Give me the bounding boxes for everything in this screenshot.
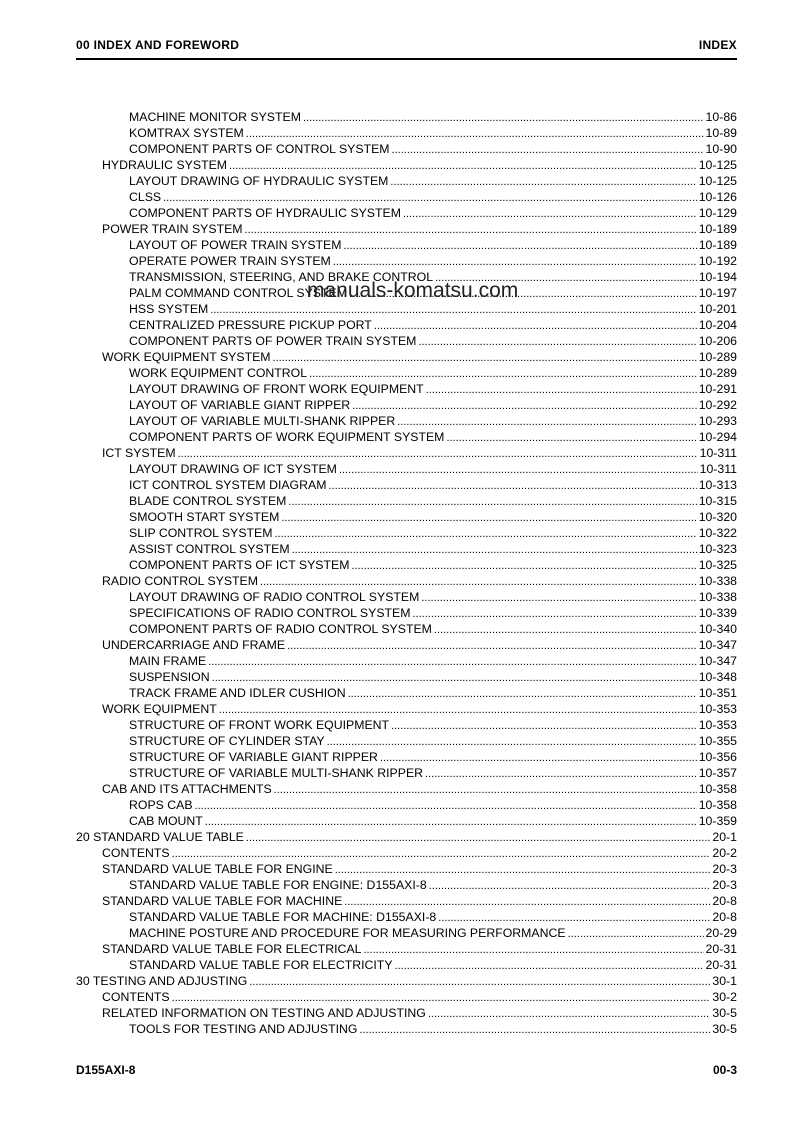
toc-entry-page: 20-31 xyxy=(705,958,737,972)
toc-entry-title: OPERATE POWER TRAIN SYSTEM xyxy=(129,254,331,268)
toc-entry-page: 30-2 xyxy=(712,990,737,1004)
toc-dot-leader xyxy=(390,174,696,189)
toc-entry-title: SMOOTH START SYSTEM xyxy=(129,510,280,524)
toc-entry-page: 20-8 xyxy=(712,910,737,924)
toc-entry-title: HSS SYSTEM xyxy=(129,302,209,316)
toc-entry-page: 10-189 xyxy=(698,238,737,252)
toc-entry-title: SPECIFICATIONS OF RADIO CONTROL SYSTEM xyxy=(129,606,411,620)
toc-dot-leader xyxy=(212,670,697,685)
toc-entry[interactable] xyxy=(76,493,737,509)
toc-dot-leader xyxy=(246,126,704,141)
toc-dot-leader xyxy=(273,350,697,365)
toc-entry[interactable] xyxy=(76,461,737,477)
toc-dot-leader xyxy=(348,686,697,701)
toc-entry-title: STANDARD VALUE TABLE FOR ENGINE xyxy=(102,862,333,876)
toc-entry[interactable] xyxy=(76,237,737,253)
toc-entry-page: 10-339 xyxy=(698,606,737,620)
toc-entry[interactable] xyxy=(76,653,737,669)
toc-entry[interactable] xyxy=(76,765,737,781)
toc-dot-leader xyxy=(426,382,697,397)
toc-dot-leader xyxy=(374,318,697,333)
toc-entry-title: TOOLS FOR TESTING AND ADJUSTING xyxy=(129,1022,358,1036)
toc-dot-leader xyxy=(303,110,704,125)
toc-entry-title: STRUCTURE OF VARIABLE MULTI-SHANK RIPPER xyxy=(129,766,424,780)
toc-entry-title: WORK EQUIPMENT SYSTEM xyxy=(102,350,271,364)
toc-entry[interactable] xyxy=(76,701,737,717)
toc-entry-title: STRUCTURE OF CYLINDER STAY xyxy=(129,734,325,748)
toc-dot-leader xyxy=(210,302,696,317)
toc-entry-page: 20-2 xyxy=(712,846,737,860)
toc-entry-title: ASSIST CONTROL SYSTEM xyxy=(129,542,290,556)
toc-dot-leader xyxy=(359,1022,710,1037)
toc-entry-title: HYDRAULIC SYSTEM xyxy=(102,158,228,172)
toc-entry[interactable] xyxy=(76,717,737,733)
toc-dot-leader xyxy=(249,974,710,989)
toc-entry-page: 10-89 xyxy=(705,126,737,140)
toc-entry-page: 10-353 xyxy=(698,718,737,732)
toc-dot-leader xyxy=(288,494,696,509)
toc-dot-leader xyxy=(446,430,696,445)
toc-entry-page: 10-325 xyxy=(698,558,737,572)
toc-dot-leader xyxy=(434,622,697,637)
toc-entry-page: 10-356 xyxy=(698,750,737,764)
toc-entry[interactable] xyxy=(76,205,737,221)
toc-entry-page: 10-189 xyxy=(698,222,737,236)
toc-dot-leader xyxy=(391,718,697,733)
toc-dot-leader xyxy=(421,590,696,605)
toc-entry[interactable] xyxy=(76,957,737,973)
toc-dot-leader xyxy=(246,830,710,845)
toc-entry-page: 10-355 xyxy=(698,734,737,748)
toc-entry[interactable] xyxy=(76,669,737,685)
toc-dot-leader xyxy=(260,574,697,589)
toc-entry-page: 10-126 xyxy=(698,190,737,204)
toc-entry[interactable] xyxy=(76,141,737,157)
toc-entry-page: 10-311 xyxy=(699,446,737,460)
toc-dot-leader xyxy=(363,942,703,957)
toc-dot-leader xyxy=(403,206,697,221)
toc-entry[interactable] xyxy=(76,605,737,621)
toc-dot-leader xyxy=(397,414,696,429)
toc-entry[interactable] xyxy=(76,893,737,909)
toc-entry-title: MACHINE POSTURE AND PROCEDURE FOR MEASURING PERFORMANCE xyxy=(129,926,566,940)
toc-entry-page: 10-353 xyxy=(698,702,737,716)
toc-entry[interactable] xyxy=(76,349,737,365)
toc-entry[interactable] xyxy=(76,621,737,637)
watermark-text: manuals-komatsu.com xyxy=(307,279,519,302)
toc-entry[interactable] xyxy=(76,445,737,461)
toc-entry-title: 30 TESTING AND ADJUSTING xyxy=(76,974,248,988)
toc-entry[interactable] xyxy=(76,973,737,989)
toc-dot-leader xyxy=(418,334,696,349)
toc-entry-title: BLADE CONTROL SYSTEM xyxy=(129,494,287,508)
toc-entry[interactable] xyxy=(76,941,737,957)
toc-entry-page: 20-1 xyxy=(712,830,737,844)
toc-entry[interactable] xyxy=(76,509,737,525)
toc-entry-title: SUSPENSION xyxy=(129,670,210,684)
toc-dot-leader xyxy=(333,254,697,269)
toc-entry-title: SLIP CONTROL SYSTEM xyxy=(129,526,273,540)
toc-entry-page: 10-322 xyxy=(698,526,737,540)
toc-entry-title: 20 STANDARD VALUE TABLE xyxy=(76,830,244,844)
toc-dot-leader xyxy=(328,478,696,493)
toc-entry-page: 10-90 xyxy=(705,142,737,156)
toc-entry-title: TRACK FRAME AND IDLER CUSHION xyxy=(129,686,346,700)
toc-entry-title: ICT SYSTEM xyxy=(102,446,176,460)
toc-dot-leader xyxy=(219,702,697,717)
toc-entry-title: ICT CONTROL SYSTEM DIAGRAM xyxy=(129,478,327,492)
toc-entry-page: 10-358 xyxy=(698,798,737,812)
toc-entry-title: MAIN FRAME xyxy=(129,654,207,668)
toc-dot-leader xyxy=(281,510,696,525)
toc-entry-title: COMPONENT PARTS OF WORK EQUIPMENT SYSTEM xyxy=(129,430,445,444)
toc-entry-page: 10-204 xyxy=(698,318,737,332)
toc-entry-title: CLSS xyxy=(129,190,162,204)
toc-entry[interactable] xyxy=(76,125,737,141)
toc-entry-page: 10-323 xyxy=(698,542,737,556)
toc-entry-title: LAYOUT DRAWING OF RADIO CONTROL SYSTEM xyxy=(129,590,420,604)
toc-entry-title: LAYOUT OF POWER TRAIN SYSTEM xyxy=(129,238,342,252)
toc-entry-page: 10-293 xyxy=(698,414,737,428)
toc-entry-page: 10-289 xyxy=(698,366,737,380)
toc-dot-leader xyxy=(309,366,697,381)
toc-entry-page: 10-320 xyxy=(698,510,737,524)
toc-entry-page: 10-347 xyxy=(698,638,737,652)
toc-dot-leader xyxy=(344,894,710,909)
toc-entry-page: 10-313 xyxy=(698,478,737,492)
toc-entry-page: 30-5 xyxy=(712,1022,737,1036)
toc-dot-leader xyxy=(287,638,697,653)
toc-entry-title: KOMTRAX SYSTEM xyxy=(129,126,244,140)
toc-entry[interactable] xyxy=(76,733,737,749)
toc-entry-page: 10-358 xyxy=(698,782,737,796)
toc-entry-page: 10-359 xyxy=(698,814,737,828)
toc-entry-title: STANDARD VALUE TABLE FOR ENGINE: D155AXI-8 xyxy=(129,878,427,892)
toc-entry-page: 10-357 xyxy=(698,766,737,780)
toc-entry-title: ROPS CAB xyxy=(129,798,193,812)
toc-entry-title: CENTRALIZED PRESSURE PICKUP PORT xyxy=(129,318,372,332)
toc-entry[interactable] xyxy=(76,253,737,269)
toc-entry-page: 30-5 xyxy=(712,1006,737,1020)
toc-dot-leader xyxy=(208,654,697,669)
toc-entry-page: 10-201 xyxy=(698,302,737,316)
toc-entry[interactable] xyxy=(76,749,737,765)
toc-dot-leader xyxy=(429,878,711,893)
toc-entry-title: MACHINE MONITOR SYSTEM xyxy=(129,110,301,124)
toc-entry[interactable] xyxy=(76,333,737,349)
toc-entry-page: 10-192 xyxy=(698,254,737,268)
toc-dot-leader xyxy=(438,910,710,925)
toc-entry-page: 10-294 xyxy=(698,430,737,444)
toc-entry[interactable] xyxy=(76,189,737,205)
toc-entry-page: 20-3 xyxy=(712,862,737,876)
toc-entry-title: STANDARD VALUE TABLE FOR ELECTRICAL xyxy=(102,942,362,956)
toc-entry[interactable] xyxy=(76,301,737,317)
toc-entry-title: STANDARD VALUE TABLE FOR MACHINE: D155AXI-8 xyxy=(129,910,437,924)
toc-entry[interactable] xyxy=(76,1005,737,1021)
toc-entry-title: COMPONENT PARTS OF ICT SYSTEM xyxy=(129,558,350,572)
page-header xyxy=(76,38,737,60)
toc-entry[interactable] xyxy=(76,829,737,845)
toc-entry-page: 20-8 xyxy=(712,894,737,908)
header-section-title: 00 INDEX AND FOREWORD xyxy=(76,38,240,52)
toc-entry-page: 20-31 xyxy=(705,942,737,956)
toc-dot-leader xyxy=(352,398,697,413)
toc-entry[interactable] xyxy=(76,413,737,429)
toc-entry[interactable] xyxy=(76,989,737,1005)
toc-entry-page: 10-289 xyxy=(698,350,737,364)
toc-entry-title: WORK EQUIPMENT xyxy=(102,702,217,716)
toc-entry[interactable] xyxy=(76,781,737,797)
toc-dot-leader xyxy=(425,766,697,781)
toc-entry[interactable] xyxy=(76,925,737,941)
toc-entry[interactable] xyxy=(76,909,737,925)
toc-entry-title: STRUCTURE OF VARIABLE GIANT RIPPER xyxy=(129,750,378,764)
toc-entry[interactable] xyxy=(76,221,737,237)
toc-entry-title: COMPONENT PARTS OF RADIO CONTROL SYSTEM xyxy=(129,622,432,636)
toc-entry-title: CONTENTS xyxy=(102,990,170,1004)
toc-dot-leader xyxy=(351,558,696,573)
toc-entry[interactable] xyxy=(76,573,737,589)
toc-entry-title: LAYOUT DRAWING OF ICT SYSTEM xyxy=(129,462,337,476)
toc-entry-page: 10-338 xyxy=(698,574,737,588)
toc-entry[interactable] xyxy=(76,173,737,189)
toc-entry-title: RELATED INFORMATION ON TESTING AND ADJUSTING xyxy=(102,1006,426,1020)
toc-entry-title: CAB AND ITS ATTACHMENTS xyxy=(102,782,272,796)
toc-entry-title: LAYOUT DRAWING OF HYDRAULIC SYSTEM xyxy=(129,174,389,188)
toc-entry[interactable] xyxy=(76,541,737,557)
toc-entry[interactable] xyxy=(76,845,737,861)
toc-dot-leader xyxy=(172,990,711,1005)
toc-entry[interactable] xyxy=(76,381,737,397)
toc-entry[interactable] xyxy=(76,685,737,701)
toc-entry-page: 10-197 xyxy=(698,286,737,300)
toc-dot-leader xyxy=(392,142,704,157)
header-chapter-title: INDEX xyxy=(698,38,737,52)
toc-dot-leader xyxy=(339,462,698,477)
toc-entry[interactable] xyxy=(76,1021,737,1037)
toc-entry-page: 10-291 xyxy=(698,382,737,396)
toc-entry-title: LAYOUT DRAWING OF FRONT WORK EQUIPMENT xyxy=(129,382,424,396)
toc-dot-leader xyxy=(274,782,697,797)
toc-entry-page: 10-125 xyxy=(698,174,737,188)
toc-entry-page: 10-206 xyxy=(698,334,737,348)
toc-entry-page: 20-3 xyxy=(712,878,737,892)
toc-entry-title: CAB MOUNT xyxy=(129,814,203,828)
toc-dot-leader xyxy=(395,958,704,973)
toc-entry-title: TRANSMISSION, STEERING, AND BRAKE CONTROL xyxy=(129,270,434,284)
toc-dot-leader xyxy=(229,158,697,173)
toc-entry-page: 10-129 xyxy=(698,206,737,220)
footer-page-number: 00-3 xyxy=(712,1063,737,1077)
toc-dot-leader xyxy=(327,734,697,749)
toc-dot-leader xyxy=(163,190,697,205)
toc-entry[interactable] xyxy=(76,797,737,813)
toc-entry[interactable] xyxy=(76,317,737,333)
toc-entry-page: 10-311 xyxy=(699,462,737,476)
toc-entry-page: 10-292 xyxy=(698,398,737,412)
toc-entry-title: UNDERCARRIAGE AND FRAME xyxy=(102,638,286,652)
toc-entry-title: LAYOUT OF VARIABLE GIANT RIPPER xyxy=(129,398,351,412)
toc-entry[interactable] xyxy=(76,477,737,493)
toc-dot-leader xyxy=(568,926,704,941)
toc-entry-page: 30-1 xyxy=(712,974,737,988)
toc-entry-title: PALM COMMAND CONTROL SYSTEM xyxy=(129,286,347,300)
toc-entry[interactable] xyxy=(76,637,737,653)
toc-dot-leader xyxy=(344,238,697,253)
toc-dot-leader xyxy=(245,222,697,237)
toc-entry[interactable] xyxy=(76,861,737,877)
toc-entry-title: POWER TRAIN SYSTEM xyxy=(102,222,243,236)
toc-entry[interactable] xyxy=(76,397,737,413)
toc-entry-title: STANDARD VALUE TABLE FOR ELECTRICITY xyxy=(129,958,393,972)
toc-entry-title: WORK EQUIPMENT CONTROL xyxy=(129,366,308,380)
toc-entry-title: STANDARD VALUE TABLE FOR MACHINE xyxy=(102,894,343,908)
toc-dot-leader xyxy=(275,526,697,541)
toc-dot-leader xyxy=(380,750,697,765)
toc-dot-leader xyxy=(413,606,697,621)
toc-entry[interactable] xyxy=(76,365,737,381)
toc-dot-leader xyxy=(428,1006,711,1021)
toc-entry[interactable] xyxy=(76,589,737,605)
toc-dot-leader xyxy=(292,542,697,557)
toc-entry-page: 10-86 xyxy=(705,110,737,124)
toc-entry-title: COMPONENT PARTS OF CONTROL SYSTEM xyxy=(129,142,390,156)
toc-entry[interactable] xyxy=(76,157,737,173)
toc-entry-page: 10-340 xyxy=(698,622,737,636)
toc-entry-page: 10-351 xyxy=(698,686,737,700)
toc-entry[interactable] xyxy=(76,429,737,445)
toc-dot-leader xyxy=(178,446,698,461)
toc-entry-title: LAYOUT OF VARIABLE MULTI-SHANK RIPPER xyxy=(129,414,396,428)
toc-entry-title: CONTENTS xyxy=(102,846,170,860)
toc-entry[interactable] xyxy=(76,109,737,125)
toc-dot-leader xyxy=(205,814,697,829)
table-of-contents xyxy=(76,109,737,1037)
toc-entry-page: 20-29 xyxy=(705,926,737,940)
toc-entry-page: 10-194 xyxy=(698,270,737,284)
toc-dot-leader xyxy=(195,798,697,813)
toc-entry-title: COMPONENT PARTS OF POWER TRAIN SYSTEM xyxy=(129,334,417,348)
toc-entry-page: 10-125 xyxy=(698,158,737,172)
toc-dot-leader xyxy=(172,846,711,861)
toc-entry[interactable] xyxy=(76,813,737,829)
toc-entry-page: 10-347 xyxy=(698,654,737,668)
toc-entry-title: COMPONENT PARTS OF HYDRAULIC SYSTEM xyxy=(129,206,401,220)
toc-entry[interactable] xyxy=(76,557,737,573)
toc-entry[interactable] xyxy=(76,525,737,541)
toc-entry-page: 10-348 xyxy=(698,670,737,684)
toc-entry-title: STRUCTURE OF FRONT WORK EQUIPMENT xyxy=(129,718,390,732)
footer-model-number: D155AXI-8 xyxy=(76,1063,136,1077)
toc-dot-leader xyxy=(335,862,711,877)
toc-entry-page: 10-315 xyxy=(698,494,737,508)
toc-entry-page: 10-338 xyxy=(698,590,737,604)
toc-entry-title: RADIO CONTROL SYSTEM xyxy=(102,574,259,588)
toc-entry[interactable] xyxy=(76,877,737,893)
